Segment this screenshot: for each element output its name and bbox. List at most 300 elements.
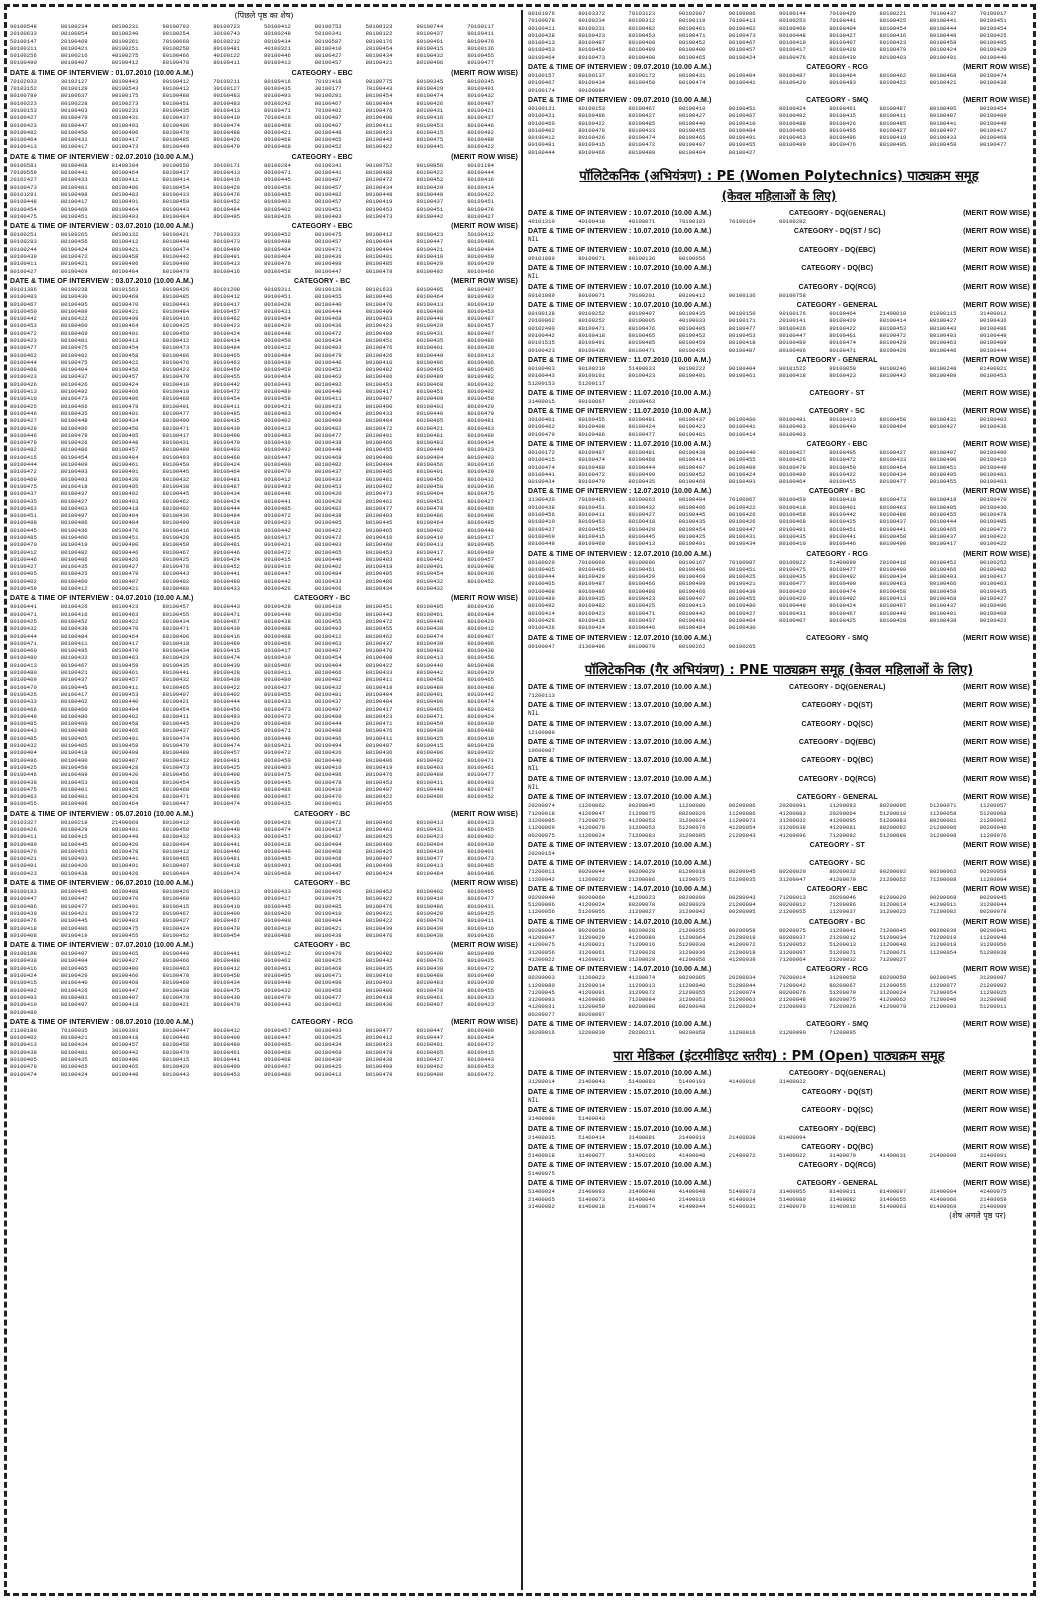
- roll-number: 80100490: [60, 756, 88, 764]
- roll-number: 80100440: [60, 979, 88, 987]
- roll-number: 80200077: [528, 1010, 555, 1018]
- roll-number: 80100434: [314, 336, 342, 344]
- roll-number: 80100432: [60, 654, 88, 662]
- roll-number: 80100477: [467, 771, 495, 779]
- roll-number: 80100410: [779, 540, 806, 548]
- roll-number: 80100311: [10, 44, 37, 52]
- roll-number: 80100425: [162, 322, 190, 330]
- roll-number: 80100470: [979, 496, 1007, 504]
- interview-datetime: DATE & TIME OF INTERVIEW : 11.07.2010 (10.00 A.M.): [528, 440, 712, 448]
- roll-number: 80100443: [162, 205, 190, 213]
- roll-number: 80100446: [213, 548, 241, 556]
- roll-number: 80100432: [162, 676, 190, 684]
- roll-number: 80100445: [365, 519, 393, 527]
- roll-number: 80100480: [213, 1041, 241, 1049]
- roll-number: 80100451: [979, 17, 1007, 25]
- roll-number: 80100488: [365, 169, 393, 177]
- roll-number: 71200045: [528, 988, 555, 996]
- interview-datetime: DATE & TIME OF INTERVIEW : 14.07.2010 (10.00 A.M.): [528, 966, 712, 974]
- roll-number: 31200032: [779, 817, 806, 825]
- roll-number: 80100436: [467, 570, 495, 578]
- roll-number: 80100487: [314, 833, 342, 841]
- roll-number: 90100219: [578, 364, 606, 372]
- roll-number: 80100455: [111, 931, 139, 939]
- roll-number: 80200040: [528, 893, 555, 901]
- roll-number: 21400038: [728, 1133, 756, 1141]
- roll-number: 80100451: [60, 212, 88, 220]
- roll-number: 80100495: [365, 570, 393, 578]
- roll-number: 80100437: [879, 518, 907, 526]
- roll-number: 80100433: [60, 176, 88, 184]
- roll-number: 71200011: [528, 868, 555, 876]
- roll-number: 80100446: [111, 548, 139, 556]
- roll-number: 71200071: [879, 948, 907, 956]
- roll-number: 80100421: [60, 909, 88, 917]
- roll-number: 80100172: [628, 72, 656, 80]
- roll-number: 31200097: [979, 974, 1007, 982]
- roll-number: 80100423: [467, 446, 495, 454]
- roll-number: 80100421: [263, 541, 291, 549]
- roll-number: 80100495: [416, 603, 444, 611]
- roll-number-grid: [528, 692, 1030, 699]
- category-label: CATEGORY - DQ(RCG): [798, 1162, 876, 1170]
- roll-number: 21400019: [678, 1195, 706, 1203]
- roll-number: 21200082: [979, 981, 1007, 989]
- roll-number: 80100422: [365, 793, 393, 801]
- category-label: CATEGORY - BC: [294, 810, 351, 818]
- roll-number: 80100446: [829, 540, 857, 548]
- roll-number: 80100443: [929, 324, 957, 332]
- roll-number: 80100468: [263, 121, 291, 129]
- roll-number: 80200099: [678, 893, 706, 901]
- roll-number: 11200062: [578, 802, 606, 810]
- roll-number: 90200044: [578, 868, 606, 876]
- merit-label: (MERIT ROW WISE): [963, 918, 1030, 926]
- roll-number: 71200088: [929, 875, 957, 883]
- roll-number: 80100486: [416, 512, 444, 520]
- roll-number: 31400091: [979, 1151, 1007, 1159]
- roll-number: 80100471: [628, 346, 656, 354]
- roll-number: 80100423: [628, 595, 656, 603]
- roll-number: 80100445: [263, 778, 291, 786]
- roll-number: 50100412: [263, 23, 291, 30]
- roll-number: 90100464: [829, 310, 857, 318]
- roll-number: 80100415: [829, 112, 857, 120]
- interview-block: [528, 441, 1030, 485]
- roll-number: 80100420: [779, 595, 806, 603]
- roll-number: 80100132: [111, 231, 139, 239]
- roll-number: 80100474: [263, 825, 291, 833]
- roll-number: 80100418: [213, 526, 241, 534]
- roll-number: 41200011: [929, 901, 957, 909]
- roll-number: 80100434: [728, 540, 756, 548]
- roll-number: 80100417: [162, 169, 190, 177]
- roll-number: 80100496: [314, 771, 342, 779]
- roll-number: 80100420: [60, 862, 88, 870]
- roll-number: 80100469: [678, 573, 706, 581]
- roll-number: 31200061: [578, 948, 606, 956]
- roll-number: 80100455: [929, 511, 957, 519]
- roll-number: 90100744: [416, 23, 444, 30]
- roll-number: 80100486: [111, 183, 139, 191]
- roll-number: 80100436: [979, 423, 1007, 431]
- roll-number: 80100486: [263, 785, 291, 793]
- roll-number: 80100490: [467, 950, 495, 958]
- roll-number: 80100426: [10, 380, 37, 388]
- roll-number: 80100485: [213, 409, 241, 417]
- roll-number: 80100426: [263, 585, 291, 593]
- roll-number: 80100438: [678, 448, 706, 456]
- roll-number: 11200048: [879, 941, 907, 949]
- roll-number: 80100723: [213, 23, 241, 30]
- roll-number: 80100454: [314, 654, 342, 662]
- roll-number: 20200046: [829, 893, 857, 901]
- roll-number: 80100479: [314, 351, 342, 359]
- roll-number: 80100427: [111, 563, 139, 571]
- roll-number: 80100441: [263, 497, 291, 505]
- roll-number: 80100478: [365, 267, 393, 275]
- roll-number: 40100321: [263, 44, 291, 52]
- roll-number: 80100416: [162, 315, 190, 323]
- roll-number: 21400043: [578, 1078, 606, 1086]
- roll-number: 80100410: [365, 358, 393, 366]
- roll-number: 80100413: [263, 424, 291, 432]
- roll-number: 31200086: [979, 996, 1007, 1004]
- roll-number: 80100425: [314, 1034, 342, 1042]
- roll-number: 80100483: [213, 99, 241, 107]
- interview-datetime: DATE & TIME OF INTERVIEW : 11.07.2010 (10.00 A.M.): [528, 389, 712, 397]
- roll-number: 90100452: [263, 231, 291, 239]
- roll-number: 11200013: [628, 981, 656, 989]
- roll-number: 80100457: [314, 198, 342, 206]
- roll-number: 90100067: [578, 397, 606, 405]
- roll-number: 80100453: [979, 372, 1007, 380]
- roll-number: 80100426: [263, 212, 291, 220]
- roll-number: 80100442: [365, 957, 393, 965]
- roll-number: 80100407: [929, 448, 957, 456]
- roll-number: 80100438: [263, 617, 291, 625]
- roll-number: 80100475: [467, 490, 495, 498]
- roll-number: 80100172: [528, 448, 555, 456]
- roll-number: 80200003: [528, 974, 555, 982]
- roll-number: 80100464: [879, 463, 907, 471]
- roll-number: 80100426: [365, 351, 393, 359]
- roll-number: 80100406: [111, 260, 139, 268]
- roll-number: 80100494: [60, 957, 88, 965]
- roll-number: 80100434: [879, 573, 907, 581]
- roll-number: 80100492: [314, 380, 342, 388]
- roll-number: 80100494: [314, 742, 342, 750]
- roll-number: 80100409: [678, 580, 706, 588]
- roll-number: 80100476: [365, 771, 393, 779]
- roll-number: 80100470: [213, 1001, 241, 1009]
- roll-number: 80100418: [162, 639, 190, 647]
- roll-number: 80100435: [263, 800, 291, 808]
- roll-number: 80100216: [60, 52, 88, 60]
- roll-number: 80100445: [263, 176, 291, 184]
- roll-number: 80100407: [365, 785, 393, 793]
- roll-number: 80100463: [365, 315, 393, 323]
- roll-number: 80100440: [314, 388, 342, 396]
- roll-number: 80100465: [162, 683, 190, 691]
- roll-number: 41200056: [678, 955, 706, 963]
- roll-number: 80100487: [879, 104, 907, 112]
- roll-number: 80100424: [10, 972, 37, 980]
- block-header: [10, 154, 518, 161]
- merit-label: (MERIT ROW WISE): [963, 408, 1030, 416]
- merit-label: (MERIT ROW WISE): [963, 440, 1030, 448]
- roll-number: 80100444: [10, 358, 37, 366]
- roll-number: 21400089: [979, 1202, 1007, 1210]
- block-header: [10, 811, 518, 818]
- roll-number: 51400018: [528, 1151, 555, 1159]
- roll-number: 80100456: [111, 366, 139, 374]
- roll-number: 80100475: [263, 771, 291, 779]
- roll-number: 80100453: [467, 307, 495, 315]
- roll-number: 21200052: [879, 875, 907, 883]
- roll-number: 80100451: [416, 205, 444, 213]
- roll-number: 80100493: [929, 573, 957, 581]
- roll-number: 80100425: [314, 957, 342, 965]
- roll-number: 50100412: [467, 231, 495, 239]
- roll-number: 80100433: [365, 409, 393, 417]
- roll-number: 80100447: [416, 1026, 444, 1034]
- roll-number: 80100490: [263, 917, 291, 925]
- roll-number: 80100440: [416, 351, 444, 359]
- roll-number: 80100402: [416, 888, 444, 896]
- roll-number: 80100483: [416, 647, 444, 655]
- roll-number: 11200058: [929, 809, 957, 817]
- roll-number: 80100459: [162, 541, 190, 549]
- roll-number: 90100854: [60, 30, 88, 38]
- roll-number: 80100489: [779, 339, 806, 347]
- roll-number: 80100493: [467, 778, 495, 786]
- merit-label: (MERIT ROW WISE): [963, 550, 1030, 558]
- roll-number: 80100401: [929, 609, 957, 617]
- roll-number: 80100425: [213, 727, 241, 735]
- roll-number: 80100467: [728, 39, 756, 47]
- roll-number: 80100452: [314, 143, 342, 151]
- roll-number: 21200055: [779, 908, 806, 916]
- roll-number: 80100454: [678, 525, 706, 533]
- roll-number: 41200091: [578, 988, 606, 996]
- roll-number: 80100488: [263, 625, 291, 633]
- category-label: CATEGORY - ST: [809, 841, 865, 849]
- roll-number: 80100427: [111, 957, 139, 965]
- roll-number: 80100402: [10, 577, 37, 585]
- interview-block: [10, 23, 518, 67]
- roll-number: 80100417: [929, 540, 957, 548]
- roll-number: 80100483: [365, 555, 393, 563]
- roll-number: 90100483: [213, 92, 241, 100]
- roll-number: 51200076: [678, 824, 706, 832]
- roll-number: 80100458: [929, 39, 957, 47]
- roll-number: 80100471: [314, 972, 342, 980]
- block-header: [528, 721, 1030, 728]
- roll-number: 11200022: [578, 875, 606, 883]
- roll-number: 80100431: [416, 825, 444, 833]
- block-header: [528, 488, 1030, 495]
- roll-number: 80100453: [528, 46, 555, 54]
- roll-number: 80100465: [111, 950, 139, 958]
- interview-datetime: DATE & TIME OF INTERVIEW : 14.07.2010 (10.00 A.M.): [528, 885, 712, 893]
- category-label: CATEGORY - DQ(SC): [801, 720, 874, 728]
- roll-number: 80100428: [528, 31, 555, 39]
- interview-datetime: DATE & TIME OF INTERVIEW : 02.07.2010 (10.00 A.M.): [10, 153, 194, 161]
- roll-number: 70101418: [314, 77, 342, 85]
- interview-datetime: DATE & TIME OF INTERVIEW : 05.07.2010 (10.00 A.M.): [10, 810, 194, 818]
- roll-number: 80100484: [162, 212, 190, 220]
- roll-number: 80100444: [979, 346, 1007, 354]
- block-header: [528, 265, 1030, 272]
- roll-number: 80100417: [162, 431, 190, 439]
- roll-number: 80100454: [879, 24, 907, 32]
- category-label: CATEGORY - SMQ: [806, 1021, 869, 1029]
- roll-number: 80100408: [213, 771, 241, 779]
- roll-number: 80100410: [416, 534, 444, 541]
- roll-number: 80100411: [60, 639, 88, 647]
- roll-number: 80100411: [528, 24, 555, 32]
- roll-number: 80100475: [10, 212, 37, 220]
- roll-number: 80100470: [365, 647, 393, 655]
- roll-number: 80100490: [416, 698, 444, 706]
- roll-number: 11200023: [578, 974, 606, 982]
- roll-number: 80100458: [416, 676, 444, 684]
- roll-number: 80100439: [213, 424, 241, 432]
- roll-number: 80100433: [467, 993, 495, 1001]
- roll-number: 80100430: [416, 639, 444, 647]
- roll-number: 80100427: [979, 595, 1007, 603]
- roll-number: 80100465: [60, 964, 88, 972]
- block-header: [528, 302, 1030, 309]
- roll-number: 80100403: [879, 53, 907, 61]
- roll-number: 80100495: [578, 565, 606, 573]
- roll-number: 80100446: [628, 624, 656, 632]
- roll-number: 80100468: [263, 136, 291, 144]
- roll-number: 80100432: [314, 683, 342, 691]
- roll-number: 80100448: [365, 190, 393, 198]
- roll-number: 80100464: [528, 53, 555, 61]
- roll-number: 80100493: [162, 453, 190, 461]
- roll-number: 80100490: [467, 431, 495, 439]
- roll-number: 80100420: [779, 587, 806, 595]
- roll-number: 80100426: [111, 869, 139, 877]
- roll-number: 80100453: [10, 322, 37, 330]
- category-label: CATEGORY - DQ(ST): [801, 702, 873, 710]
- roll-number: 81400046: [628, 1195, 656, 1203]
- roll-number: 41200024: [578, 901, 606, 909]
- interview-block: [528, 97, 1030, 156]
- roll-number: 80100407: [467, 329, 495, 337]
- roll-number: 31400082: [829, 1195, 857, 1203]
- roll-number: 80100477: [979, 141, 1007, 149]
- roll-number: 80100438: [60, 869, 88, 877]
- roll-number: 80100047: [528, 642, 555, 650]
- roll-number: 80100449: [111, 833, 139, 841]
- roll-number: 31400016: [829, 1202, 857, 1210]
- roll-number: 80100434: [111, 417, 139, 425]
- roll-number: 90101184: [467, 161, 495, 169]
- roll-number: 81400094: [779, 1133, 806, 1141]
- roll-number: 80101535: [528, 339, 555, 347]
- roll-number: 70103123: [628, 10, 656, 17]
- roll-number: 11200040: [678, 981, 706, 989]
- roll-number: 80100439: [213, 625, 241, 633]
- roll-number: 80100466: [929, 580, 957, 588]
- roll-number: 80100452: [678, 470, 706, 478]
- roll-number: 80100416: [213, 267, 241, 275]
- category-label: CATEGORY - EBC: [806, 440, 868, 448]
- roll-number: 80100481: [314, 690, 342, 698]
- roll-number: 30200016: [528, 1029, 555, 1037]
- roll-number: 11200080: [528, 981, 555, 989]
- roll-number: 80100490: [10, 59, 37, 67]
- roll-number: 80100407: [779, 616, 806, 624]
- roll-number: 80100404: [365, 461, 393, 469]
- interview-block: [10, 1019, 518, 1078]
- roll-number: 80100412: [213, 293, 241, 301]
- merit-label: (MERIT ROW WISE): [963, 302, 1030, 310]
- roll-number: 80100454: [213, 395, 241, 403]
- roll-number: 80100096: [628, 558, 656, 566]
- roll-number: 80100453: [60, 847, 88, 855]
- roll-number: 50100123: [365, 23, 393, 30]
- roll-number: 80100437: [60, 373, 88, 381]
- roll-number: 80100490: [929, 456, 957, 464]
- roll-number: 80100458: [162, 1041, 190, 1049]
- roll-number: 80100448: [263, 329, 291, 337]
- roll-number: 80100454: [365, 92, 393, 100]
- roll-number: 80100483: [416, 979, 444, 987]
- roll-number: 80100429: [979, 46, 1007, 54]
- roll-number: 80100486: [263, 931, 291, 939]
- roll-number: 80100470: [10, 683, 37, 691]
- roll-number: 80100445: [162, 490, 190, 498]
- roll-number: 80100450: [879, 416, 907, 424]
- roll-number: 80100441: [879, 525, 907, 533]
- roll-number: 80100482: [10, 128, 37, 136]
- interview-block: [528, 635, 1030, 650]
- roll-number: 80100452: [929, 558, 957, 566]
- roll-number: 80100465: [111, 1063, 139, 1071]
- roll-number: 80100447: [263, 453, 291, 461]
- roll-number: 80100421: [528, 112, 555, 120]
- roll-number: 80100403: [263, 763, 291, 771]
- merit-label: (MERIT ROW WISE): [963, 683, 1030, 691]
- roll-number: 11200054: [929, 948, 957, 956]
- block-header: [528, 860, 1030, 867]
- roll-number: 90100084: [578, 86, 606, 94]
- roll-number: 80100476: [111, 526, 139, 534]
- roll-number: 80100005: [628, 317, 656, 325]
- merit-label: (MERIT ROW WISE): [963, 488, 1030, 496]
- roll-number: 90200045: [628, 802, 656, 810]
- roll-number: 80100431: [416, 106, 444, 114]
- roll-number: 80100471: [628, 609, 656, 617]
- roll-number: 80100479: [60, 114, 88, 122]
- roll-number: 80100497: [314, 705, 342, 713]
- roll-number: 80100486: [60, 446, 88, 454]
- roll-number: 80100452: [467, 793, 495, 801]
- roll-number: 80100423: [213, 322, 241, 330]
- roll-number: 80100416: [467, 924, 495, 932]
- roll-number: 80100448: [10, 198, 37, 206]
- roll-number: 90200069: [929, 893, 957, 901]
- roll-number: 80100452: [365, 888, 393, 896]
- roll-number: 80100456: [528, 511, 555, 519]
- roll-number: 20100469: [60, 37, 88, 45]
- roll-number: 80100481: [213, 855, 241, 863]
